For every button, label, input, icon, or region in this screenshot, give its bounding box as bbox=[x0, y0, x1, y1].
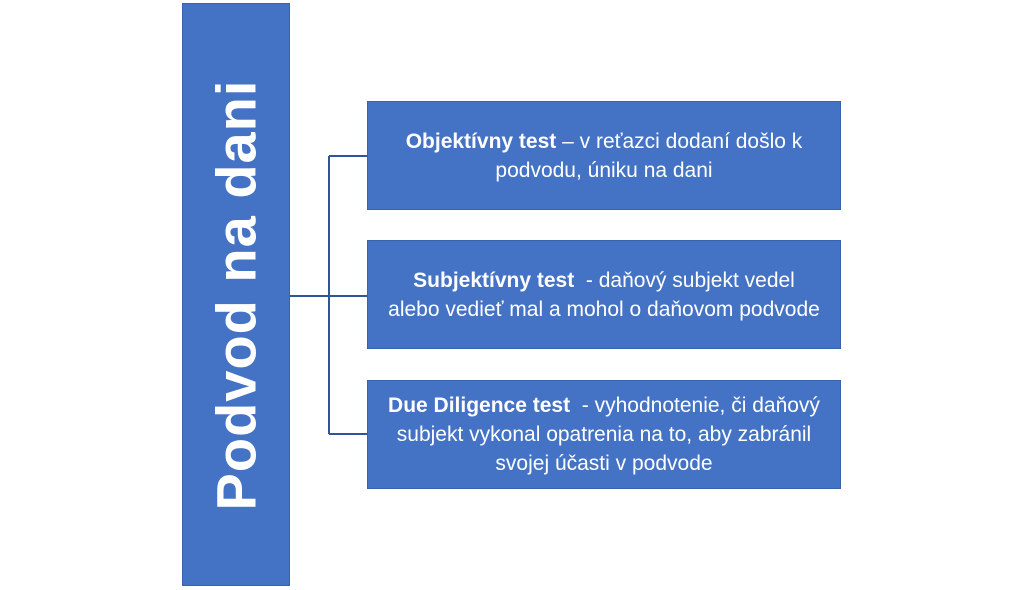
child-node-description: - vyhodnotenie, či daňový subjekt vykonal opatrenia na to, aby zabránil svojej účasti v podvode bbox=[396, 394, 826, 475]
child-node-subjective-test bbox=[367, 240, 841, 349]
child-node-due-diligence-test bbox=[367, 380, 841, 489]
root-node-label: Podvod na dani bbox=[204, 79, 268, 510]
child-node-objective-test bbox=[367, 101, 841, 210]
child-node-text bbox=[386, 127, 822, 185]
root-node bbox=[182, 3, 290, 586]
child-node-title: Subjektívny test bbox=[413, 268, 575, 292]
child-node-title: Due Diligence test bbox=[388, 394, 571, 417]
child-node-text bbox=[386, 391, 826, 478]
child-node-description: - daňový subjekt vedel alebo vedieť mal a mohol o daňovom podvode bbox=[388, 268, 820, 321]
child-node-title: Objektívny test bbox=[405, 129, 557, 153]
child-node-text bbox=[386, 266, 822, 324]
child-node-description: – v reťazci dodaní došlo k podvodu, úniku na dani bbox=[495, 129, 803, 182]
